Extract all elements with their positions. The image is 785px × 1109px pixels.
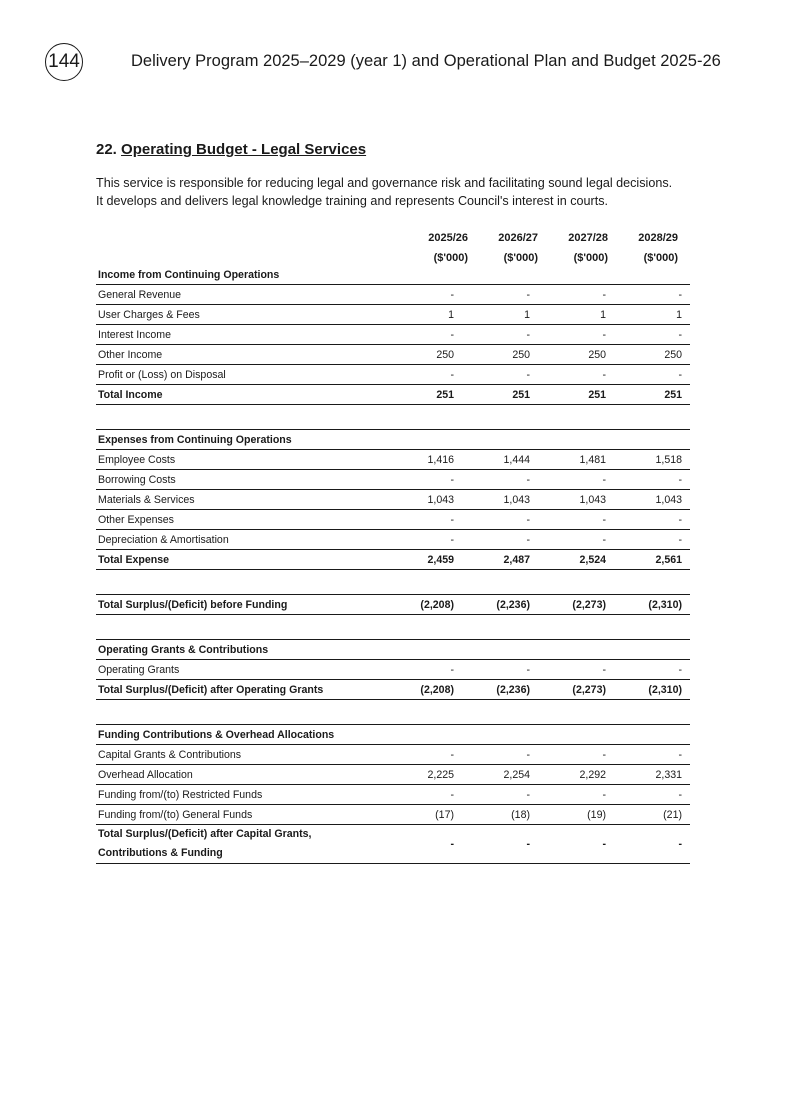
column-year: 2026/27 xyxy=(498,232,538,244)
group-header-income xyxy=(96,265,690,285)
section-title xyxy=(96,141,366,158)
cell-value: 250 xyxy=(614,345,690,365)
cell-value: - xyxy=(538,785,614,805)
cell-value: 2,254 xyxy=(462,765,538,785)
column-header-2027 xyxy=(538,228,608,268)
table-row xyxy=(96,470,690,490)
row-label-line1: Total Surplus/(Deficit) after Capital Grants, xyxy=(98,828,312,840)
cell-value: (17) xyxy=(386,805,462,825)
cell-value: - xyxy=(614,660,690,680)
cell-value: - xyxy=(538,365,614,385)
column-header-2026 xyxy=(468,228,538,268)
cell-value: - xyxy=(614,365,690,385)
cell-value: (2,273) xyxy=(538,595,614,615)
cell-value: 1,444 xyxy=(462,450,538,470)
cell-value: 2,225 xyxy=(386,765,462,785)
row-label-line2: Contributions & Funding xyxy=(98,847,223,859)
total-row xyxy=(96,680,690,700)
cell-value: 1,518 xyxy=(614,450,690,470)
cell-value: (2,208) xyxy=(386,595,462,615)
cell-value: - xyxy=(538,470,614,490)
cell-value: 1,043 xyxy=(386,490,462,510)
cell-value: - xyxy=(614,325,690,345)
column-unit: ($'000) xyxy=(643,252,678,264)
cell-value: (21) xyxy=(614,805,690,825)
column-unit: ($'000) xyxy=(433,252,468,264)
table-row xyxy=(96,490,690,510)
group-label: Income from Continuing Operations xyxy=(96,265,690,285)
row-label: Capital Grants & Contributions xyxy=(96,745,386,765)
cell-value: 1 xyxy=(386,305,462,325)
cell-value: - xyxy=(386,285,462,305)
row-label: Employee Costs xyxy=(96,450,386,470)
table-row xyxy=(96,510,690,530)
cell-value: 250 xyxy=(538,345,614,365)
table-row xyxy=(96,765,690,785)
group-header-expenses xyxy=(96,430,690,450)
cell-value: - xyxy=(462,785,538,805)
table-row xyxy=(96,805,690,825)
row-label: Other Expenses xyxy=(96,510,386,530)
spacer-row xyxy=(96,405,690,430)
cell-value: (2,236) xyxy=(462,680,538,700)
cell-value: - xyxy=(462,285,538,305)
page-number: 144 xyxy=(45,43,83,81)
spacer-row xyxy=(96,570,690,595)
cell-value: - xyxy=(386,470,462,490)
total-row xyxy=(96,825,690,864)
table-row xyxy=(96,785,690,805)
total-row xyxy=(96,595,690,615)
cell-value: - xyxy=(462,660,538,680)
cell-value: (2,310) xyxy=(614,595,690,615)
total-row xyxy=(96,550,690,570)
section-title-text: Operating Budget - Legal Services xyxy=(121,141,367,158)
cell-value: (2,208) xyxy=(386,680,462,700)
cell-value: 251 xyxy=(538,385,614,405)
spacer-row xyxy=(96,700,690,725)
cell-value: - xyxy=(386,365,462,385)
cell-value: 2,524 xyxy=(538,550,614,570)
group-label: Expenses from Continuing Operations xyxy=(96,430,690,450)
cell-value: - xyxy=(614,470,690,490)
column-unit: ($'000) xyxy=(503,252,538,264)
cell-value: - xyxy=(462,510,538,530)
cell-value: - xyxy=(614,285,690,305)
row-label: Overhead Allocation xyxy=(96,765,386,785)
cell-value: 250 xyxy=(386,345,462,365)
row-label: Other Income xyxy=(96,345,386,365)
cell-value: 2,459 xyxy=(386,550,462,570)
column-year: 2028/29 xyxy=(638,232,678,244)
cell-value: - xyxy=(386,660,462,680)
table-row xyxy=(96,325,690,345)
group-label: Funding Contributions & Overhead Allocations xyxy=(96,725,690,745)
row-label: Borrowing Costs xyxy=(96,470,386,490)
cell-value: - xyxy=(538,510,614,530)
cell-value: 251 xyxy=(614,385,690,405)
cell-value: (2,310) xyxy=(614,680,690,700)
section-description: This service is responsible for reducing legal and governance risk and facilitating sound legal decisions. It develops and delivers legal knowledge training and represents Council's interest in courts. xyxy=(96,176,673,208)
group-label: Operating Grants & Contributions xyxy=(96,640,690,660)
column-year: 2027/28 xyxy=(568,232,608,244)
column-header-2028 xyxy=(608,228,678,268)
table-row xyxy=(96,305,690,325)
cell-value: - xyxy=(462,825,538,864)
row-label: User Charges & Fees xyxy=(96,305,386,325)
cell-value: 1 xyxy=(614,305,690,325)
cell-value: - xyxy=(614,510,690,530)
row-label: Total Income xyxy=(96,385,386,405)
cell-value: - xyxy=(462,530,538,550)
cell-value: 2,487 xyxy=(462,550,538,570)
cell-value: - xyxy=(386,530,462,550)
row-label xyxy=(96,825,386,864)
cell-value: 1,043 xyxy=(462,490,538,510)
row-label: Total Surplus/(Deficit) before Funding xyxy=(96,595,386,615)
total-row xyxy=(96,385,690,405)
cell-value: (2,236) xyxy=(462,595,538,615)
row-label: Funding from/(to) General Funds xyxy=(96,805,386,825)
cell-value: (19) xyxy=(538,805,614,825)
cell-value: - xyxy=(614,785,690,805)
column-unit: ($'000) xyxy=(573,252,608,264)
row-label: Funding from/(to) Restricted Funds xyxy=(96,785,386,805)
cell-value: 1,481 xyxy=(538,450,614,470)
row-label: General Revenue xyxy=(96,285,386,305)
cell-value: - xyxy=(538,660,614,680)
row-label: Operating Grants xyxy=(96,660,386,680)
cell-value: 2,292 xyxy=(538,765,614,785)
cell-value: - xyxy=(538,530,614,550)
cell-value: - xyxy=(462,325,538,345)
group-header-funding xyxy=(96,725,690,745)
cell-value: - xyxy=(386,785,462,805)
cell-value: - xyxy=(386,825,462,864)
cell-value: 2,331 xyxy=(614,765,690,785)
cell-value: 1,416 xyxy=(386,450,462,470)
document-title: Delivery Program 2025–2029 (year 1) and Operational Plan and Budget 2025-26 xyxy=(131,52,721,70)
cell-value: - xyxy=(386,325,462,345)
cell-value: 251 xyxy=(462,385,538,405)
table-row xyxy=(96,345,690,365)
column-header-2025 xyxy=(398,228,468,268)
group-header-grants xyxy=(96,640,690,660)
table-row xyxy=(96,530,690,550)
cell-value: - xyxy=(386,745,462,765)
cell-value: - xyxy=(614,825,690,864)
cell-value: (2,273) xyxy=(538,680,614,700)
row-label: Total Surplus/(Deficit) after Operating Grants xyxy=(96,680,386,700)
cell-value: 1,043 xyxy=(614,490,690,510)
row-label: Materials & Services xyxy=(96,490,386,510)
cell-value: - xyxy=(614,530,690,550)
cell-value: - xyxy=(538,825,614,864)
table-row xyxy=(96,365,690,385)
row-label: Total Expense xyxy=(96,550,386,570)
row-label: Profit or (Loss) on Disposal xyxy=(96,365,386,385)
cell-value: - xyxy=(538,325,614,345)
cell-value: 1 xyxy=(538,305,614,325)
cell-value: - xyxy=(538,745,614,765)
cell-value: - xyxy=(614,745,690,765)
cell-value: 2,561 xyxy=(614,550,690,570)
cell-value: - xyxy=(538,285,614,305)
row-label: Depreciation & Amortisation xyxy=(96,530,386,550)
table-row xyxy=(96,660,690,680)
row-label: Interest Income xyxy=(96,325,386,345)
section-number: 22. xyxy=(96,141,117,158)
cell-value: 1 xyxy=(462,305,538,325)
spacer-row xyxy=(96,615,690,640)
cell-value: 1,043 xyxy=(538,490,614,510)
cell-value: (18) xyxy=(462,805,538,825)
cell-value: - xyxy=(386,510,462,530)
cell-value: - xyxy=(462,745,538,765)
table-row xyxy=(96,450,690,470)
cell-value: - xyxy=(462,470,538,490)
table-row xyxy=(96,745,690,765)
cell-value: - xyxy=(462,365,538,385)
cell-value: 250 xyxy=(462,345,538,365)
cell-value: 251 xyxy=(386,385,462,405)
column-year: 2025/26 xyxy=(428,232,468,244)
table-row xyxy=(96,285,690,305)
budget-table xyxy=(96,265,690,864)
